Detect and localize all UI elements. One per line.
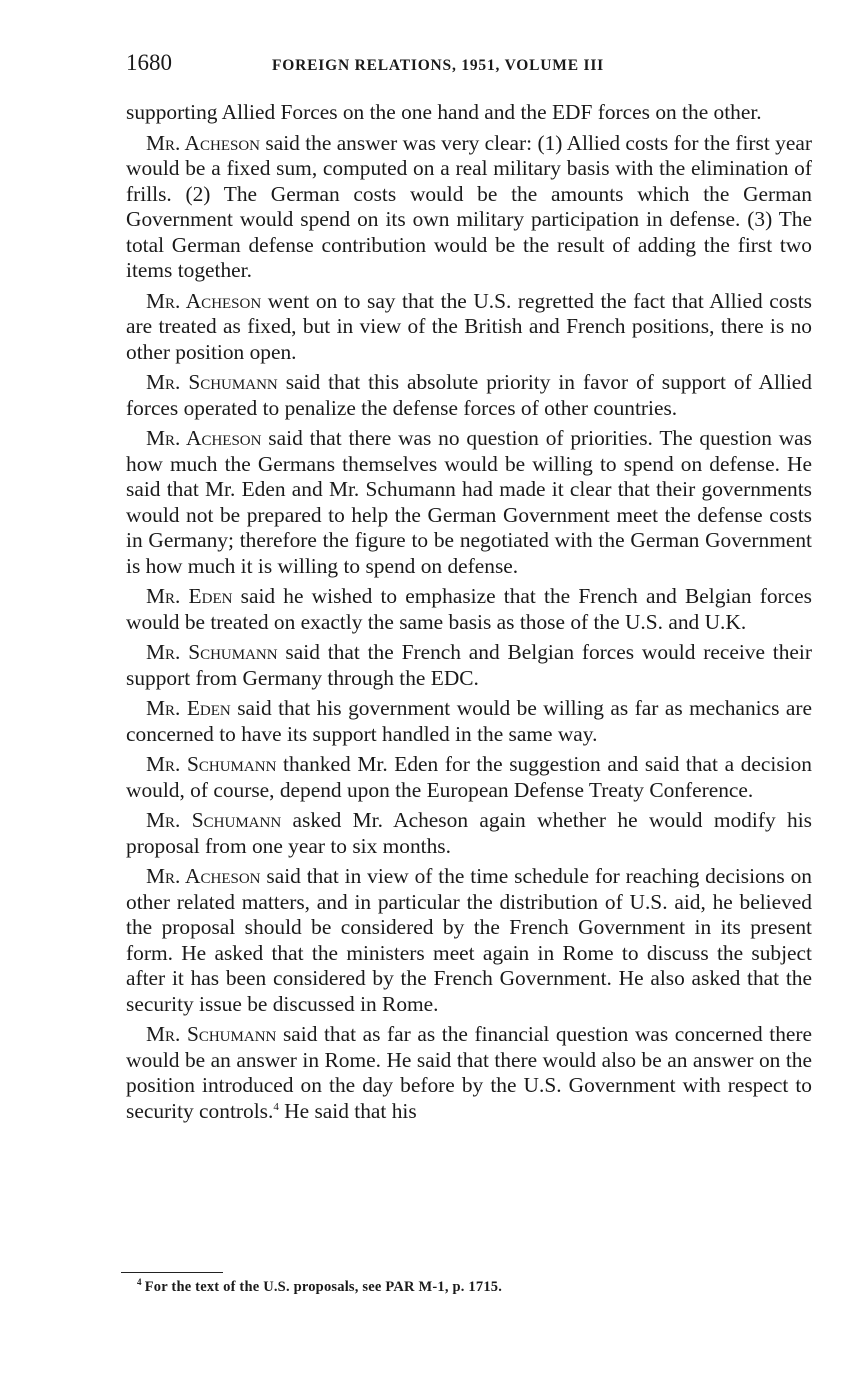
paragraph — [126, 640, 812, 691]
footnote-divider — [121, 1272, 223, 1273]
paragraph — [126, 370, 812, 421]
running-head: FOREIGN RELATIONS, 1951, VOLUME III — [272, 57, 604, 74]
speaker-name: Mr. Schumann — [146, 370, 278, 394]
paragraph — [126, 1022, 812, 1124]
footnote-marker: 4 — [137, 1277, 142, 1288]
paragraph — [126, 808, 812, 859]
paragraph-text: said that as far as the financial question was concerned there would be an answer in Rome. He said that there would also be an answer on the position introduced on the day before by the U.S. Government with respect to security controls. — [126, 1022, 812, 1123]
paragraph-text: said the answer was very clear: (1) Allied costs for the first year would be a fixed sum, computed on a real military basis with the elimination of frills. (2) The German costs would be the amounts which the German Government would spend on its own military participation in defense. (3) The total German defense contribution would be the result of adding the first two items together. — [126, 130, 812, 282]
footnote — [137, 1279, 502, 1296]
speaker-name: Mr. Schumann — [146, 640, 278, 664]
page-number: 1680 — [126, 50, 172, 75]
body-text — [126, 100, 812, 1124]
speaker-name: Mr. Schumann — [146, 1022, 277, 1046]
paragraph — [126, 289, 812, 366]
paragraph-text: asked Mr. Acheson again whether he would modify his proposal from one year to six months. — [126, 808, 812, 858]
speaker-name: Mr. Acheson — [146, 426, 262, 450]
paragraph-text: said he wished to emphasize that the French and Belgian forces would be treated on exactly the same basis as those of the U.S. and U.K. — [126, 584, 812, 634]
speaker-name: Mr. Eden — [146, 584, 233, 608]
paragraph-text-continued: He said that his — [278, 1098, 417, 1123]
paragraph-text: said that the French and Belgian forces would receive their support from Germany through the EDC. — [126, 640, 812, 690]
paragraph-text: said that in view of the time schedule for reaching decisions on other related matters, and in particular the distribution of U.S. aid, he believed the proposal should be considered by the French Government in its present form. He asked that the ministers meet again in Rome to discuss the subject after it has been considered by the French Government. He also asked that the security issue be discussed in Rome. — [126, 864, 812, 1016]
page-header — [126, 50, 812, 84]
speaker-name: Mr. Schumann — [146, 808, 282, 832]
paragraph — [126, 752, 812, 803]
speaker-name: Mr. Acheson — [146, 864, 261, 888]
paragraph — [126, 100, 812, 126]
paragraph — [126, 864, 812, 1017]
footnote-reference[interactable]: 4 — [273, 1100, 279, 1113]
paragraph-text: said that there was no question of priorities. The question was how much the Germans themselves would be willing to spend on defense. He said that Mr. Eden and Mr. Schumann had made it clear that their governments would not be prepared to help the German Government meet the defense costs in Germany; therefore the figure to be negotiated with the German Government is how much it is willing to spend on defense. — [126, 426, 813, 578]
paragraph — [126, 131, 812, 284]
speaker-name: Mr. Acheson — [146, 130, 261, 155]
paragraph-text: thanked Mr. Eden for the suggestion and said that a decision would, of course, depend upon the European Defense Treaty Conference. — [126, 752, 813, 802]
footnote-text: For the text of the U.S. proposals, see PAR M-1, p. 1715. — [144, 1279, 503, 1295]
speaker-name: Mr. Acheson — [146, 288, 262, 313]
paragraph — [126, 426, 812, 579]
paragraph-text: went on to say that the U.S. regretted the fact that Allied costs are treated as fixed, but in view of the British and French positions, there is no other position open. — [126, 288, 812, 364]
speaker-name: Mr. Schumann — [146, 752, 277, 776]
paragraph — [126, 584, 812, 635]
paragraph-text: said that this absolute priority in favor of support of Allied forces operated to penalize the defense forces of other countries. — [126, 370, 812, 420]
speaker-name: Mr. Eden — [146, 696, 231, 720]
paragraph — [126, 696, 812, 747]
document-page — [126, 50, 812, 1129]
paragraph-text: supporting Allied Forces on the one hand and the EDF forces on the other. — [126, 100, 762, 124]
paragraph-text: said that his government would be willing as far as mechanics are concerned to have its support handled in the same way. — [126, 696, 812, 746]
